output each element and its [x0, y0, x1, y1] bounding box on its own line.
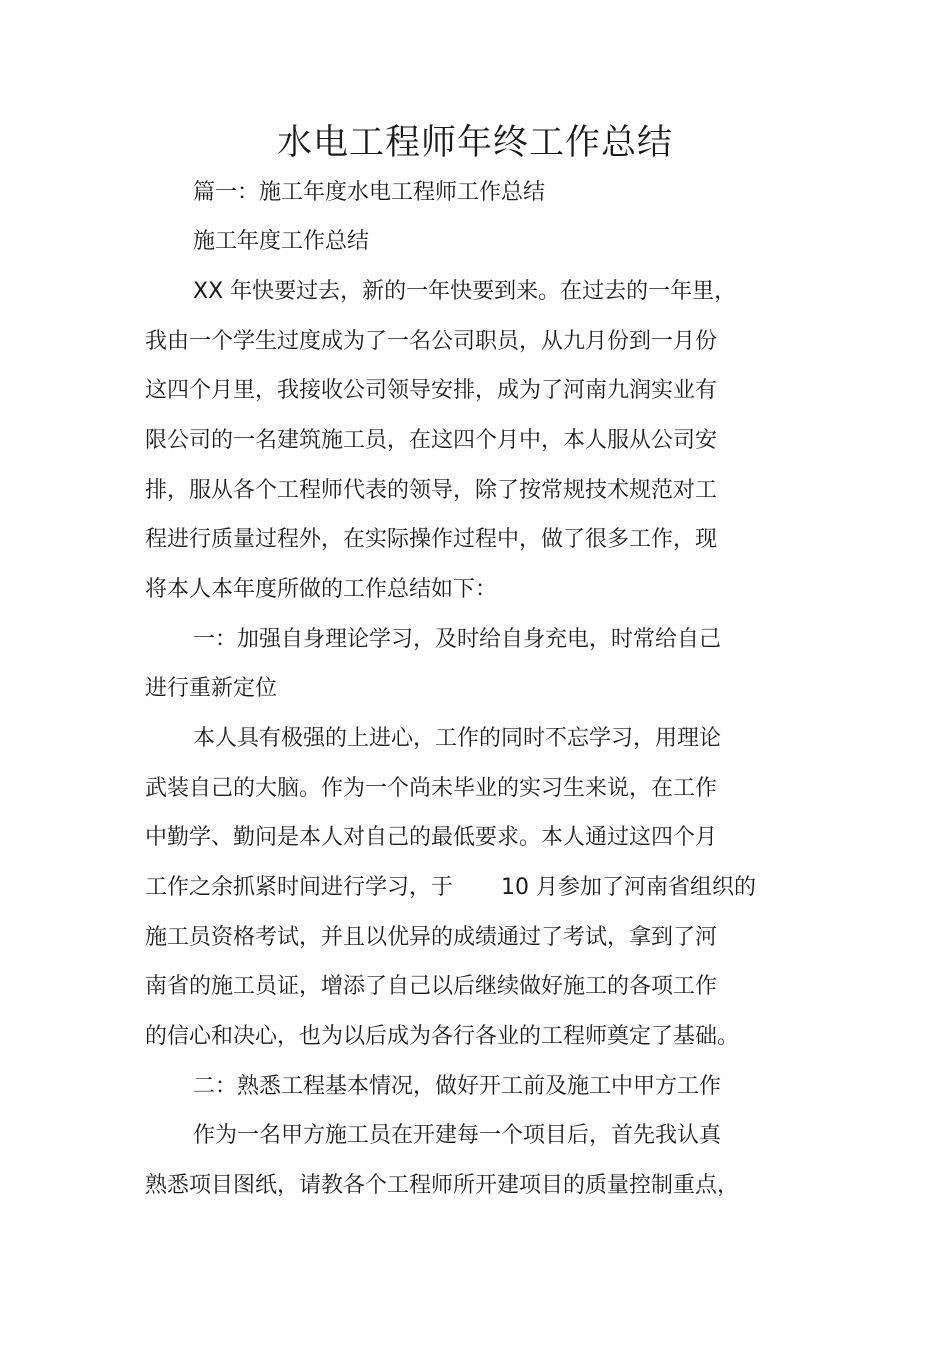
paragraph-line: 程进行质量过程外，在实际操作过程中，做了很多工作，现	[145, 527, 718, 552]
section-heading: 二：熟悉工程基本情况，做好开工前及施工中甲方工作	[193, 1074, 722, 1099]
paragraph-line: 我由一个学生过度成为了一名公司职员，从九月份到一月份	[145, 329, 718, 354]
paragraph-line: 这四个月里，我接收公司领导安排，成为了河南九润实业有	[145, 378, 718, 403]
section-heading-continued: 进行重新定位	[145, 676, 278, 701]
paragraph-line: 作为一名甲方施工员在开建每一个项目后，首先我认真	[193, 1123, 722, 1148]
section-heading: 篇一：施工年度水电工程师工作总结	[193, 180, 546, 205]
paragraph-line-part: 工作之余抓紧时间进行学习，于	[145, 875, 454, 900]
paragraph-line: 施工员资格考试，并且以优异的成绩通过了考试，拿到了河	[145, 925, 718, 950]
paragraph-line	[145, 873, 756, 903]
paragraph-line: XX 年快要过去，新的一年快要到来。在过去的一年里，	[193, 279, 737, 304]
paragraph-line: 限公司的一名建筑施工员，在这四个月中，本人服从公司安	[145, 428, 718, 453]
paragraph-line: 南省的施工员证，增添了自己以后继续做好施工的各项工作	[145, 974, 718, 999]
section-heading: 一：加强自身理论学习，及时给自身充电，时常给自己	[193, 627, 722, 652]
paragraph-line: 的信心和决心，也为以后成为各行各业的工程师奠定了基础。	[145, 1024, 740, 1049]
paragraph-line-part: 10 月参加了河南省组织的	[501, 875, 757, 900]
subheading: 施工年度工作总结	[193, 229, 370, 254]
paragraph-line: 中勤学、勤问是本人对自己的最低要求。本人通过这四个月	[145, 825, 718, 850]
paragraph-line: 熟悉项目图纸，请教各个工程师所开建项目的质量控制重点，	[145, 1173, 740, 1198]
paragraph-line: 将本人本年度所做的工作总结如下：	[145, 577, 498, 602]
document-title: 水电工程师年终工作总结	[276, 123, 673, 163]
paragraph-line: 排，服从各个工程师代表的领导，除了按常规技术规范对工	[145, 478, 718, 503]
paragraph-line: 武装自己的大脑。作为一个尚未毕业的实习生来说，在工作	[145, 776, 718, 801]
paragraph-line: 本人具有极强的上进心，工作的同时不忘学习，用理论	[193, 726, 722, 751]
